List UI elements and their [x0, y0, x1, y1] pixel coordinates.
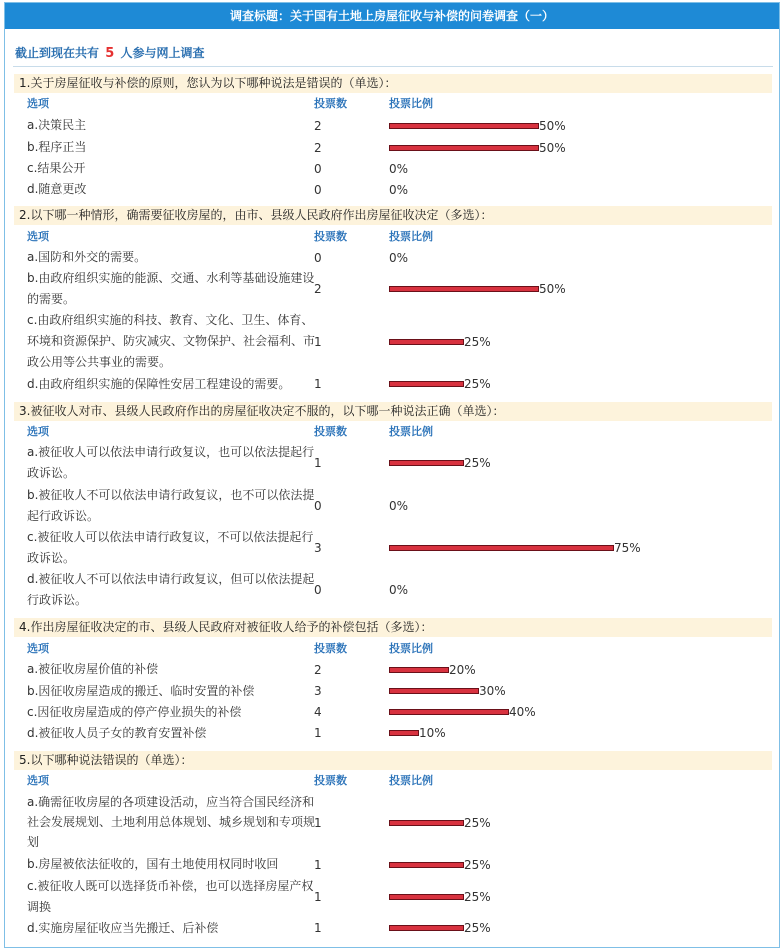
vote-ratio-text: 30%	[479, 684, 506, 698]
option-label: d.随意更改	[27, 182, 87, 196]
column-header-ratio: 投票比例	[389, 642, 433, 655]
vote-ratio-text: 25%	[464, 858, 491, 872]
vote-count: 0	[314, 251, 322, 265]
option-label: b.因征收房屋造成的搬迁、临时安置的补偿	[27, 684, 255, 698]
vote-count: 2	[314, 141, 322, 155]
column-header-option: 选项	[27, 425, 49, 438]
vote-ratio-text: 20%	[449, 663, 476, 677]
vote-count: 1	[314, 921, 322, 935]
vote-ratio-text: 25%	[464, 456, 491, 470]
vote-ratio-bar	[389, 123, 539, 129]
column-header-ratio: 投票比例	[389, 230, 433, 243]
column-header-option: 选项	[27, 774, 49, 787]
vote-ratio-bar	[389, 894, 464, 900]
column-header-option: 选项	[27, 642, 49, 655]
vote-count: 0	[314, 183, 322, 197]
vote-ratio-text: 25%	[464, 921, 491, 935]
vote-ratio-text: 0%	[389, 162, 409, 176]
vote-ratio-bar	[389, 381, 464, 387]
vote-count: 2	[314, 663, 322, 677]
vote-count: 0	[314, 583, 322, 597]
vote-ratio-bar	[389, 709, 509, 715]
vote-count: 1	[314, 858, 322, 872]
participant-summary	[15, 44, 204, 61]
option-label: b.房屋被依法征收的，国有土地使用权同时收回	[27, 857, 279, 871]
column-header-votes: 投票数	[314, 230, 347, 243]
option-label: c.被征收人可以依法申请行政复议，不可以依法提起行政诉讼。	[27, 530, 314, 565]
summary-suffix: 人参与网上调查	[120, 46, 205, 60]
vote-ratio-bar	[389, 286, 539, 292]
column-header-votes: 投票数	[314, 97, 347, 110]
vote-ratio-text: 25%	[464, 377, 491, 391]
vote-ratio-bar	[389, 688, 479, 694]
column-header-ratio: 投票比例	[389, 425, 433, 438]
column-header-ratio: 投票比例	[389, 97, 433, 110]
vote-ratio-bar	[389, 925, 464, 931]
option-label: a.确需征收房屋的各项建设活动，应当符合国民经济和社会发展规划、土地利用总体规划、城乡规划和专项规划	[27, 795, 316, 849]
vote-count: 2	[314, 119, 322, 133]
vote-ratio-text: 25%	[464, 335, 491, 349]
vote-ratio-text: 25%	[464, 816, 491, 830]
divider	[13, 66, 773, 67]
question-title: 2.以下哪一种情形，确需要征收房屋的，由市、县级人民政府作出房屋征收决定（多选）：	[14, 206, 772, 225]
vote-ratio-bar	[389, 667, 449, 673]
option-label: a.决策民主	[27, 118, 87, 132]
summary-prefix: 截止到现在共有	[15, 46, 100, 60]
question-title: 4.作出房屋征收决定的市、县级人民政府对被征收人给予的补偿包括（多选）：	[14, 618, 772, 637]
option-label: a.国防和外交的需要。	[27, 250, 147, 264]
option-label: c.由政府组织实施的科技、教育、文化、卫生、体育、环境和资源保护、防灾减灾、文物保护、社会福利、市政公用等公共事业的需要。	[27, 313, 316, 369]
vote-ratio-text: 50%	[539, 119, 566, 133]
option-label: c.因征收房屋造成的停产停业损失的补偿	[27, 705, 242, 719]
vote-ratio-bar	[389, 545, 614, 551]
option-label: a.被征收人可以依法申请行政复议，也可以依法提起行政诉讼。	[27, 445, 315, 480]
question-title: 5.以下哪种说法错误的（单选）：	[14, 751, 772, 770]
vote-count: 3	[314, 541, 322, 555]
option-label: d.被征收人不可以依法申请行政复议，但可以依法提起行政诉讼。	[27, 572, 315, 607]
question-title: 1.关于房屋征收与补偿的原则，您认为以下哪种说法是错误的（单选）：	[14, 74, 772, 93]
option-label: d.被征收人员子女的教育安置补偿	[27, 726, 207, 740]
option-label: b.由政府组织实施的能源、交通、水利等基础设施建设的需要。	[27, 271, 315, 306]
vote-ratio-text: 50%	[539, 282, 566, 296]
vote-count: 4	[314, 705, 322, 719]
vote-count: 1	[314, 816, 322, 830]
vote-count: 0	[314, 499, 322, 513]
vote-count: 0	[314, 162, 322, 176]
option-label: b.被征收人不可以依法申请行政复议，也不可以依法提起行政诉讼。	[27, 488, 315, 523]
vote-ratio-bar	[389, 339, 464, 345]
vote-ratio-text: 0%	[389, 251, 409, 265]
option-label: d.实施房屋征收应当先搬迁、后补偿	[27, 921, 219, 935]
vote-ratio-bar	[389, 820, 464, 826]
survey-title: 调查标题：关于国有土地上房屋征收与补偿的问卷调查（一）	[5, 3, 779, 29]
vote-count: 2	[314, 282, 322, 296]
option-label: c.结果公开	[27, 161, 86, 175]
column-header-votes: 投票数	[314, 642, 347, 655]
vote-count: 1	[314, 456, 322, 470]
column-header-ratio: 投票比例	[389, 774, 433, 787]
vote-ratio-text: 0%	[389, 499, 409, 513]
vote-ratio-bar	[389, 460, 464, 466]
column-header-option: 选项	[27, 97, 49, 110]
column-header-option: 选项	[27, 230, 49, 243]
option-label: b.程序正当	[27, 140, 87, 154]
vote-count: 1	[314, 890, 322, 904]
vote-ratio-text: 10%	[419, 726, 446, 740]
column-header-votes: 投票数	[314, 774, 347, 787]
option-label: d.由政府组织实施的保障性安居工程建设的需要。	[27, 377, 291, 391]
vote-ratio-text: 0%	[389, 183, 409, 197]
participant-count: 5	[105, 46, 115, 61]
vote-ratio-bar	[389, 862, 464, 868]
vote-ratio-text: 0%	[389, 583, 409, 597]
vote-ratio-text: 40%	[509, 705, 536, 719]
survey-results-panel	[4, 2, 780, 948]
vote-ratio-text: 25%	[464, 890, 491, 904]
vote-ratio-bar	[389, 730, 419, 736]
vote-ratio-text: 50%	[539, 141, 566, 155]
option-label: a.被征收房屋价值的补偿	[27, 662, 159, 676]
vote-count: 1	[314, 335, 322, 349]
vote-count: 1	[314, 726, 322, 740]
option-label: c.被征收人既可以选择货币补偿，也可以选择房屋产权调换	[27, 879, 314, 914]
vote-ratio-bar	[389, 145, 539, 151]
question-title: 3.被征收人对市、县级人民政府作出的房屋征收决定不服的，以下哪一种说法正确（单选）：	[14, 402, 772, 421]
vote-count: 3	[314, 684, 322, 698]
column-header-votes: 投票数	[314, 425, 347, 438]
vote-count: 1	[314, 377, 322, 391]
vote-ratio-text: 75%	[614, 541, 641, 555]
